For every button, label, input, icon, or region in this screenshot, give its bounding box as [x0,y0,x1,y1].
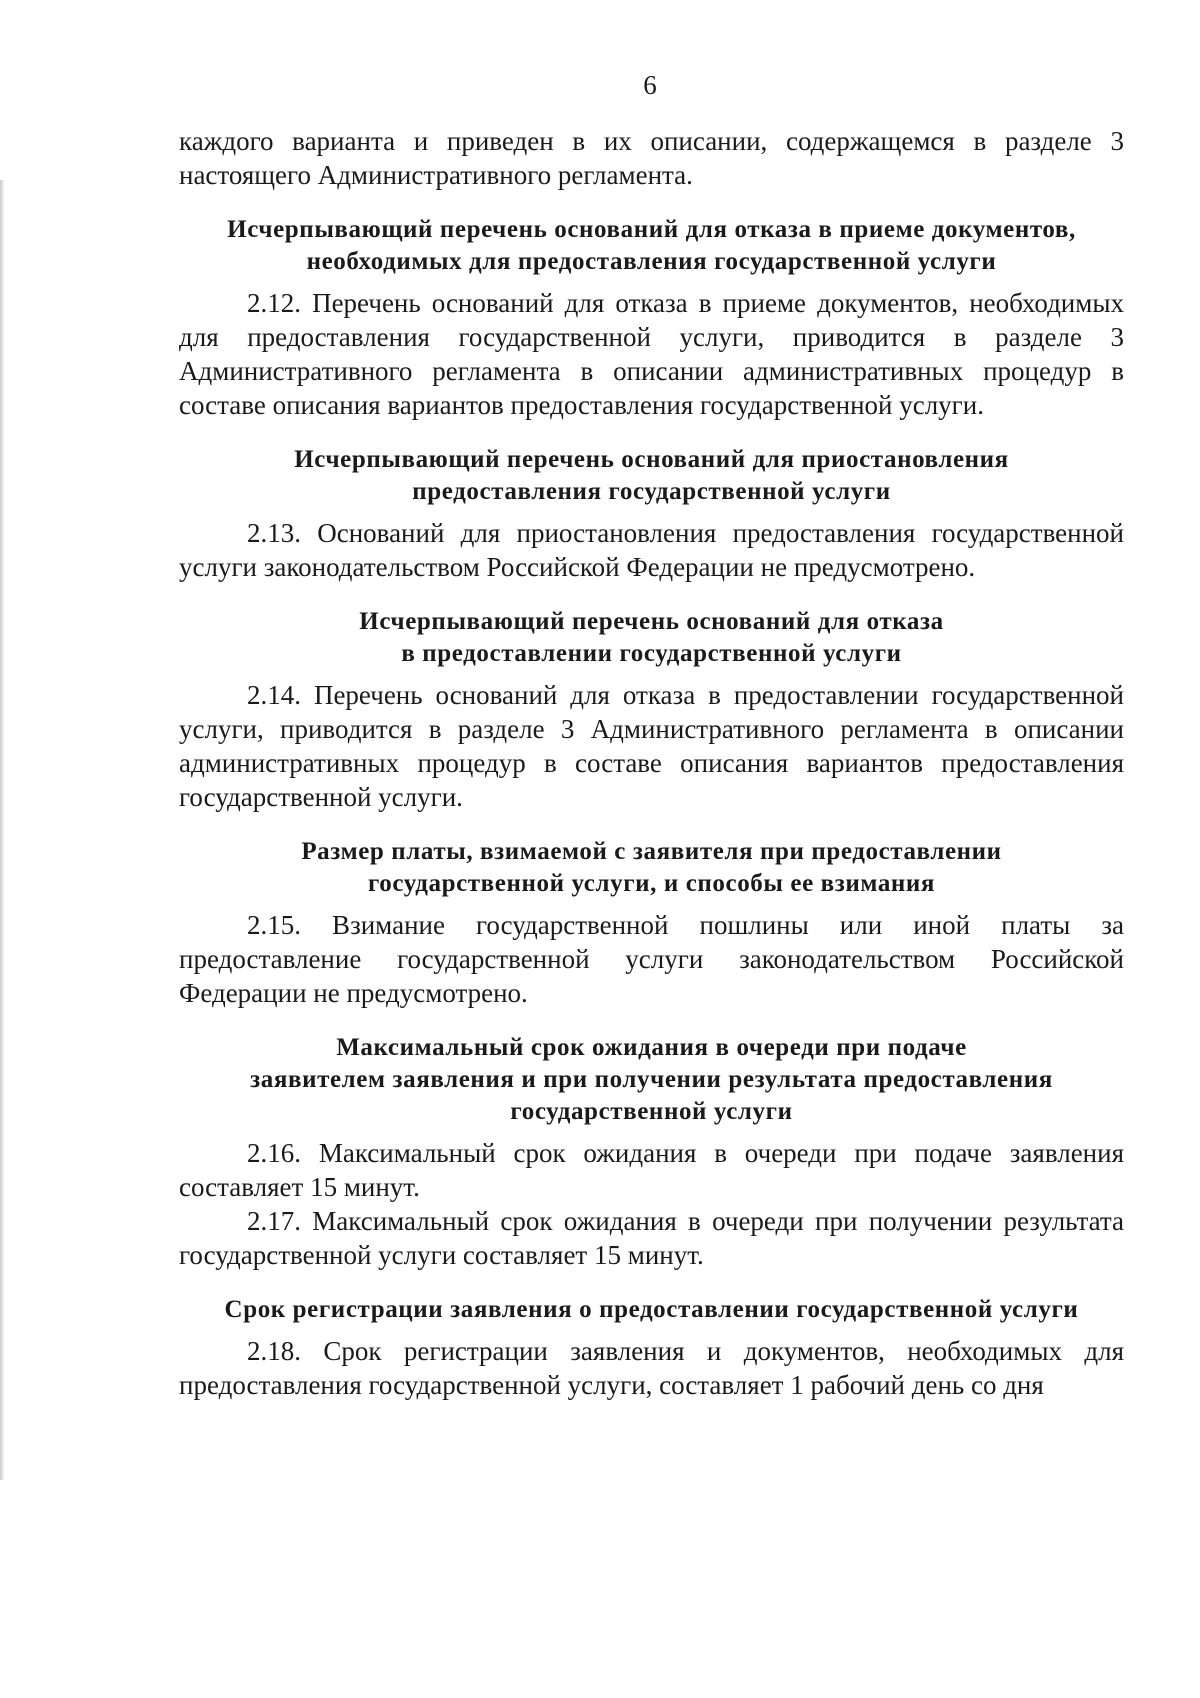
page-number: 6 [643,70,657,100]
paragraph-2-18: 2.18. Срок регистрации заявления и документов, необходимых для предоставления государственной услуги, составляет 1 рабочий день со дня [179,1336,1124,1400]
paragraph-2-16: 2.16. Максимальный срок ожидания в очереди при подаче заявления составляет 15 минут. [179,1138,1124,1202]
heading-line: в предоставлении государственной услуги [401,640,902,667]
heading-line: Исчерпывающий перечень оснований для отказа в приеме документов, [227,216,1076,243]
heading-line: Размер платы, взимаемой с заявителя при предоставлении [301,838,1002,865]
scan-left-edge-shadow [0,180,5,1480]
paragraph-2-17: 2.17. Максимальный срок ожидания в очереди при получении результата государственной услуги составляет 15 минут. [179,1206,1124,1270]
heading-line: заявителем заявления и при получении результата предоставления [250,1066,1053,1093]
intro-paragraph: каждого варианта и приведен в их описании, содержащемся в разделе 3 настоящего Административного регламента. [179,126,1124,190]
heading-line: Максимальный срок ожидания в очереди при подаче [336,1034,967,1061]
section-heading-2-14 [179,606,1124,670]
heading-line: Срок регистрации заявления о предоставлении государственной услуги [224,1296,1079,1323]
paragraph-2-15: 2.15. Взимание государственной пошлины или иной платы за предоставление государственной услуги законодательством Российской Федерации не предусмотрено. [179,910,1124,1008]
paragraph-2-14: 2.14. Перечень оснований для отказа в предоставлении государственной услуги, приводится в разделе 3 Административного регламента в описании административных процедур в составе описания вариантов предоставления государственной услуги. [179,680,1124,812]
heading-line: необходимых для предоставления государственной услуги [306,248,997,275]
heading-line: предоставления государственной услуги [412,478,891,505]
section-heading-2-15 [179,836,1124,900]
section-heading-2-12 [179,214,1124,278]
paragraph-2-12: 2.12. Перечень оснований для отказа в приеме документов, необходимых для предоставления государственной услуги, приводится в разделе 3 Административного регламента в описании административных процедур в составе описания вариантов предоставления государственной услуги. [179,288,1124,420]
heading-line: Исчерпывающий перечень оснований для приостановления [294,446,1009,473]
section-heading-2-13 [179,444,1124,508]
heading-line: государственной услуги, и способы ее взимания [367,870,936,897]
heading-line: государственной услуги [510,1098,793,1125]
section-heading-2-16 [179,1032,1124,1128]
paragraph-2-13: 2.13. Оснований для приостановления предоставления государственной услуги законодательством Российской Федерации не предусмотрено. [179,518,1124,582]
heading-line: Исчерпывающий перечень оснований для отказа [359,608,944,635]
document-body [179,124,1124,1402]
section-heading-2-18 [179,1294,1124,1326]
